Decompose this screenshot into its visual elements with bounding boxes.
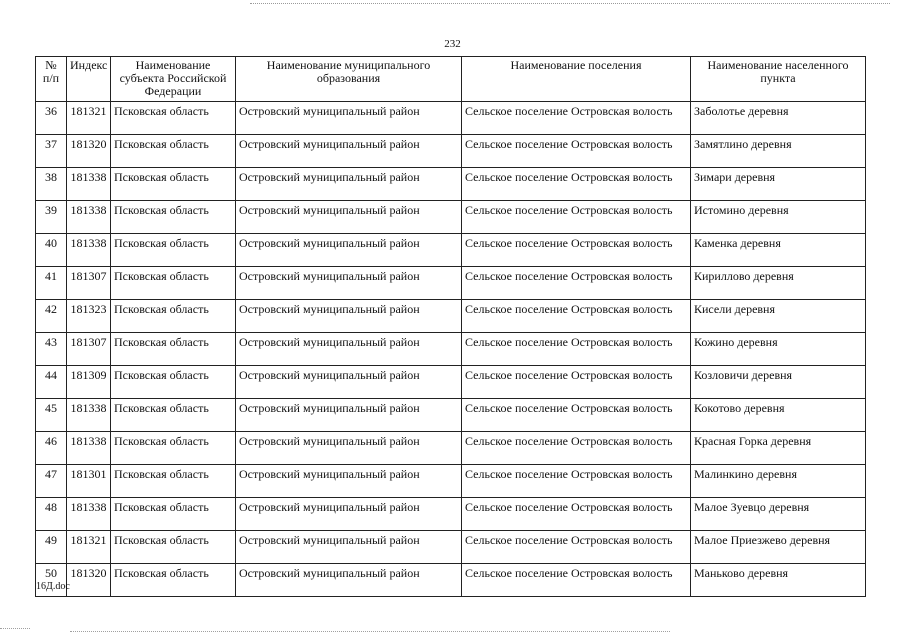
row-municipality: Островский муниципальный район xyxy=(236,465,462,498)
row-index: 181338 xyxy=(67,498,111,531)
row-settlement: Сельское поселение Островская волость xyxy=(462,168,691,201)
row-number: 44 xyxy=(36,366,67,399)
row-index: 181307 xyxy=(67,267,111,300)
row-municipality: Островский муниципальный район xyxy=(236,300,462,333)
row-settlement: Сельское поселение Островская волость xyxy=(462,267,691,300)
row-number: 43 xyxy=(36,333,67,366)
row-locality: Красная Горка деревня xyxy=(691,432,866,465)
scan-artifact-left xyxy=(0,628,30,629)
header-settlement: Наименование поселения xyxy=(462,57,691,102)
row-index: 181307 xyxy=(67,333,111,366)
row-locality: Заболотье деревня xyxy=(691,102,866,135)
row-municipality: Островский муниципальный район xyxy=(236,498,462,531)
row-municipality: Островский муниципальный район xyxy=(236,399,462,432)
row-number: 46 xyxy=(36,432,67,465)
header-locality: Наименование населенного пункта xyxy=(691,57,866,102)
table-row xyxy=(36,168,866,201)
table-row xyxy=(36,234,866,267)
table-row xyxy=(36,399,866,432)
row-index: 181309 xyxy=(67,366,111,399)
row-settlement: Сельское поселение Островская волость xyxy=(462,399,691,432)
row-subject: Псковская область xyxy=(111,498,236,531)
table-row xyxy=(36,300,866,333)
row-index: 181320 xyxy=(67,135,111,168)
row-locality: Малое Приезжево деревня xyxy=(691,531,866,564)
row-index: 181338 xyxy=(67,168,111,201)
row-index: 181320 xyxy=(67,564,111,597)
scan-artifact-top xyxy=(250,3,890,4)
row-subject: Псковская область xyxy=(111,333,236,366)
row-settlement: Сельское поселение Островская волость xyxy=(462,531,691,564)
row-municipality: Островский муниципальный район xyxy=(236,102,462,135)
row-locality: Маньково деревня xyxy=(691,564,866,597)
header-index: Индекс xyxy=(67,57,111,102)
row-settlement: Сельское поселение Островская волость xyxy=(462,366,691,399)
table-row xyxy=(36,201,866,234)
row-subject: Псковская область xyxy=(111,300,236,333)
settlements-table xyxy=(35,56,866,597)
row-settlement: Сельское поселение Островская волость xyxy=(462,201,691,234)
row-number: 36 xyxy=(36,102,67,135)
table-row xyxy=(36,498,866,531)
table-row xyxy=(36,366,866,399)
header-number: № п/п xyxy=(36,57,67,102)
row-municipality: Островский муниципальный район xyxy=(236,366,462,399)
header-municipality: Наименование муниципального образования xyxy=(236,57,462,102)
row-index: 181338 xyxy=(67,432,111,465)
row-subject: Псковская область xyxy=(111,102,236,135)
footer-filename: 16Д.doc xyxy=(36,581,70,592)
row-number: 45 xyxy=(36,399,67,432)
row-locality: Кокотово деревня xyxy=(691,399,866,432)
row-number: 47 xyxy=(36,465,67,498)
row-number: 42 xyxy=(36,300,67,333)
row-municipality: Островский муниципальный район xyxy=(236,267,462,300)
table-row xyxy=(36,531,866,564)
row-municipality: Островский муниципальный район xyxy=(236,201,462,234)
row-settlement: Сельское поселение Островская волость xyxy=(462,432,691,465)
row-settlement: Сельское поселение Островская волость xyxy=(462,498,691,531)
row-settlement: Сельское поселение Островская волость xyxy=(462,135,691,168)
row-locality: Зимари деревня xyxy=(691,168,866,201)
row-locality: Истомино деревня xyxy=(691,201,866,234)
row-settlement: Сельское поселение Островская волость xyxy=(462,465,691,498)
row-index: 181338 xyxy=(67,234,111,267)
row-subject: Псковская область xyxy=(111,564,236,597)
table-header xyxy=(36,57,866,102)
row-locality: Кисели деревня xyxy=(691,300,866,333)
row-settlement: Сельское поселение Островская волость xyxy=(462,333,691,366)
row-subject: Псковская область xyxy=(111,234,236,267)
row-number: 48 xyxy=(36,498,67,531)
table-row xyxy=(36,135,866,168)
row-subject: Псковская область xyxy=(111,432,236,465)
row-settlement: Сельское поселение Островская волость xyxy=(462,234,691,267)
row-subject: Псковская область xyxy=(111,267,236,300)
row-subject: Псковская область xyxy=(111,366,236,399)
row-locality: Кожино деревня xyxy=(691,333,866,366)
row-locality: Малинкино деревня xyxy=(691,465,866,498)
row-subject: Псковская область xyxy=(111,531,236,564)
row-settlement: Сельское поселение Островская волость xyxy=(462,102,691,135)
row-index: 181321 xyxy=(67,102,111,135)
scan-artifact-bottom xyxy=(70,631,670,632)
row-subject: Псковская область xyxy=(111,201,236,234)
row-locality: Малое Зуевцо деревня xyxy=(691,498,866,531)
row-index: 181338 xyxy=(67,201,111,234)
row-subject: Псковская область xyxy=(111,465,236,498)
row-number: 50 xyxy=(36,564,67,597)
header-subject: Наименование субъекта Российской Федерации xyxy=(111,57,236,102)
row-subject: Псковская область xyxy=(111,399,236,432)
table-row xyxy=(36,432,866,465)
row-municipality: Островский муниципальный район xyxy=(236,333,462,366)
table-row xyxy=(36,465,866,498)
header-row xyxy=(36,57,866,102)
row-index: 181338 xyxy=(67,399,111,432)
row-number: 39 xyxy=(36,201,67,234)
row-municipality: Островский муниципальный район xyxy=(236,168,462,201)
row-locality: Козловичи деревня xyxy=(691,366,866,399)
row-index: 181323 xyxy=(67,300,111,333)
row-settlement: Сельское поселение Островская волость xyxy=(462,564,691,597)
row-municipality: Островский муниципальный район xyxy=(236,564,462,597)
row-number: 37 xyxy=(36,135,67,168)
table-row xyxy=(36,564,866,597)
row-locality: Каменка деревня xyxy=(691,234,866,267)
row-number: 49 xyxy=(36,531,67,564)
page-number: 232 xyxy=(444,38,461,50)
row-locality: Замятлино деревня xyxy=(691,135,866,168)
table-body xyxy=(36,102,866,597)
row-municipality: Островский муниципальный район xyxy=(236,531,462,564)
row-number: 38 xyxy=(36,168,67,201)
row-locality: Кириллово деревня xyxy=(691,267,866,300)
row-number: 40 xyxy=(36,234,67,267)
row-index: 181321 xyxy=(67,531,111,564)
row-index: 181301 xyxy=(67,465,111,498)
row-municipality: Островский муниципальный район xyxy=(236,135,462,168)
row-municipality: Островский муниципальный район xyxy=(236,234,462,267)
row-subject: Псковская область xyxy=(111,135,236,168)
table-row xyxy=(36,267,866,300)
row-subject: Псковская область xyxy=(111,168,236,201)
table-row xyxy=(36,333,866,366)
row-settlement: Сельское поселение Островская волость xyxy=(462,300,691,333)
row-municipality: Островский муниципальный район xyxy=(236,432,462,465)
row-number: 41 xyxy=(36,267,67,300)
table-row xyxy=(36,102,866,135)
